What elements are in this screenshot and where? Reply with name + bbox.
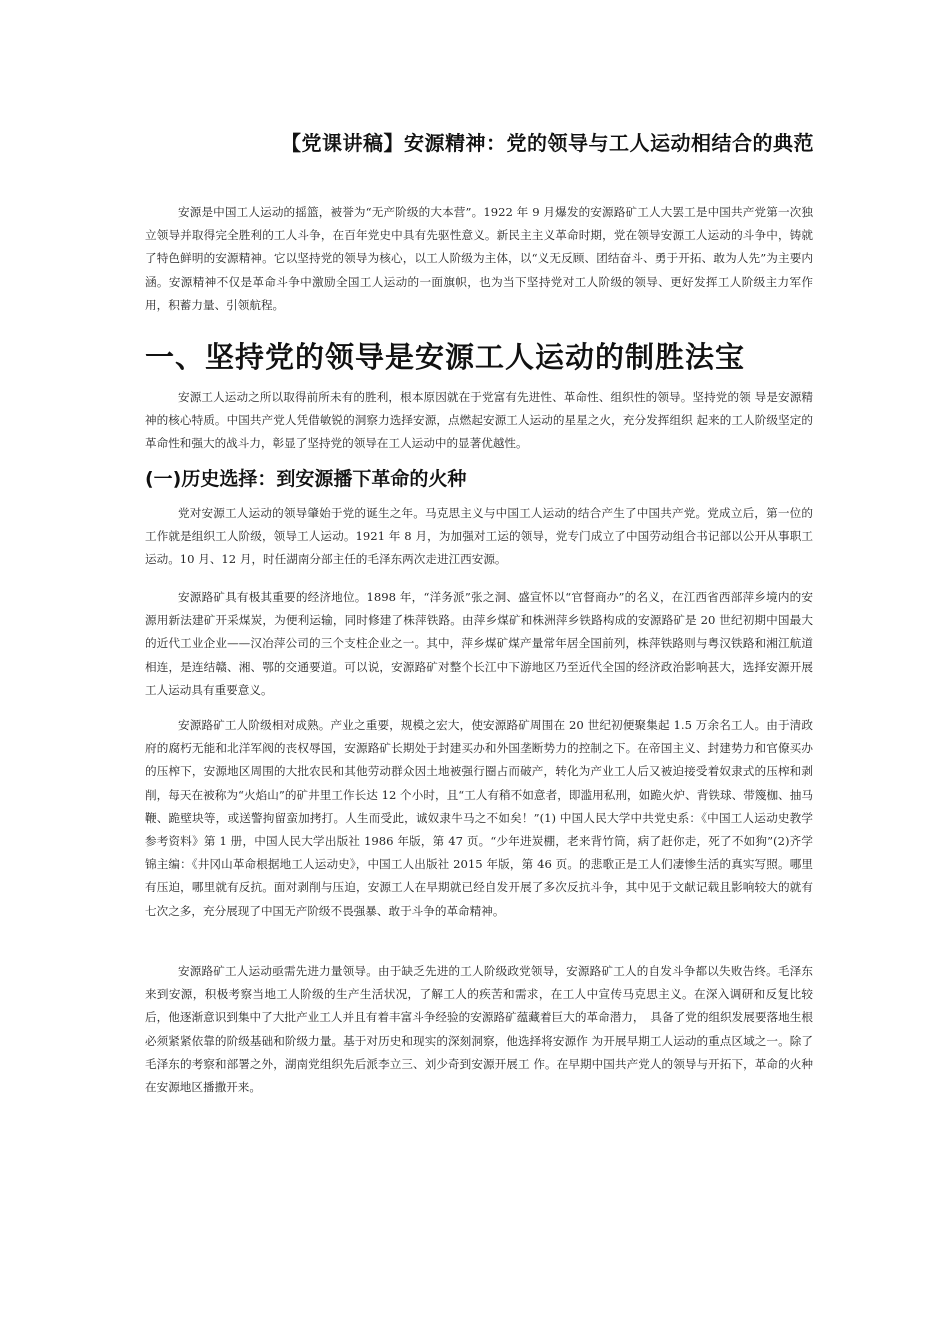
body-paragraph: 党对安源工人运动的领导肇始于党的诞生之年。马克思主义与中国工人运动的结合产生了中国共产党。党成立后，第一位的工作就是组织工人阶级，领导工人运动。1921 年 8 月，为加强对工运的领导，党专门成立了中国劳动组合书记部以公开从事职工运动。10 月、12 月，时任湖南分部主任的毛泽东两次走进江西安源。 xyxy=(145,506,813,567)
subsection-heading: (一)历史选择：到安源播下革命的火种 xyxy=(145,468,467,490)
document-title: 【党课讲稿】安源精神：党的领导与工人运动相结合的典范 xyxy=(281,131,814,155)
body-paragraph: 安源路矿工人阶级相对成熟。产业之重要，规模之宏大，使安源路矿周围在 20 世纪初便聚集起 1.5 万余名工人。由于清政府的腐朽无能和北洋军阀的丧权辱国，安源路矿长期处于封建买办和外国垄断势力的控制之下。在帝国主义、封建势力和官僚买办的压榨下，安源地区周围的大批农民和其他劳动群众因土地被强行圈占而破产，转化为产业工人后又被迫接受着奴隶式的压榨和剥削，每天在被称为“火焰山”的矿井里工作长达 12 个小时，且“工人有稍不如意者，即滥用私刑，如跪火炉、背铁球、带篾枷、抽马鞭、跪壁块等，或送警拘留蛮加拷打。人生而受此，诚奴隶牛马之不如矣！”(1) 中国人民大学中共党史系：《中国工人运动史教学参考资料》第 1 册，中国人民大学出版社 1986 年版，第 47 页。“少年进炭棚，老来背竹筒，病了赶你走，死了不如狗”(2)齐学锦主编：《井冈山革命根据地工人运动史》，中国工人出版社 2015 年版，第 46 页。的悲歌正是工人们凄惨生活的真实写照。哪里有压迫，哪里就有反抗。面对剥削与压迫，安源工人在早期就已经自发开展了多次反抗斗争，其中见于文献记载且影响较大的就有七次之多，充分展现了中国无产阶级不畏强暴、敢于斗争的革命精神。 xyxy=(145,718,813,918)
body-paragraph: 安源路矿工人运动亟需先进力量领导。由于缺乏先进的工人阶级政党领导，安源路矿工人的自发斗争都以失败告终。毛泽东来到安源，积极考察当地工人阶级的生产生活状况，了解工人的疾苦和需求，在工人中宣传马克思主义。在深入调研和反复比较后，他逐渐意识到集中了大批产业工人并且有着丰富斗争经验的安源路矿蕴藏着巨大的革命潜力， 具备了党的组织发展要落地生根必须紧紧依靠的阶级基础和阶级力量。基于对历史和现实的深刻洞察，他选择将安源作 为开展早期工人运动的重点区域之一。除了毛泽东的考察和部署之外，湖南党组织先后派李立三、刘少奇到安源开展工 作。在早期中国共产党人的领导与开拓下，革命的火种在安源地区播撒开来。 xyxy=(145,964,813,1095)
section-paragraph: 安源工人运动之所以取得前所未有的胜利，根本原因就在于党富有先进性、革命性、组织性的领导。坚持党的领 导是安源精神的核心特质。中国共产党人凭借敏锐的洞察力选择安源，点燃起安源工人运动的星星之火，充分发挥组织 起来的工人阶级坚定的革命性和强大的战斗力，彰显了坚持党的领导在工人运动中的显著优越性。 xyxy=(145,390,813,451)
section-heading: 一、坚持党的领导是安源工人运动的制胜法宝 xyxy=(145,340,746,374)
intro-paragraph: 安源是中国工人运动的摇篮，被誉为“无产阶级的大本营”。1922 年 9 月爆发的安源路矿工人大罢工是中国共产党第一次独立领导并取得完全胜利的工人斗争，在百年党史中具有先驱性意义。新民主主义革命时期，党在领导安源工人运动的斗争中，铸就了特色鲜明的安源精神。它以坚持党的领导为核心，以工人阶级为主体，以“义无反顾、团结奋斗、勇于开拓、敢为人先”为主要内涵。安源精神不仅是革命斗争中激励全国工人运动的一面旗帜，也为当下坚持党对工人阶级的领导、更好发挥工人阶级主力军作用，积蓄力量、引领航程。 xyxy=(145,205,813,312)
body-paragraph: 安源路矿具有极其重要的经济地位。1898 年，“洋务派”张之洞、盛宣怀以“官督商办”的名义，在江西省西部萍乡境内的安源用新法建矿开采煤炭，为便利运输，同时修建了株萍铁路。由萍乡煤矿和株洲萍乡铁路构成的安源路矿是 20 世纪初期中国最大的近代工业企业——汉冶萍公司的三个支柱企业之一。其中，萍乡煤矿煤产量常年居全国前列，株萍铁路则与粤汉铁路和湘江航道相连，是连结赣、湘、鄂的交通要道。可以说，安源路矿对整个长江中下游地区乃至近代全国的经济政治影响甚大，选择安源开展工人运动具有重要意义。 xyxy=(145,590,813,697)
